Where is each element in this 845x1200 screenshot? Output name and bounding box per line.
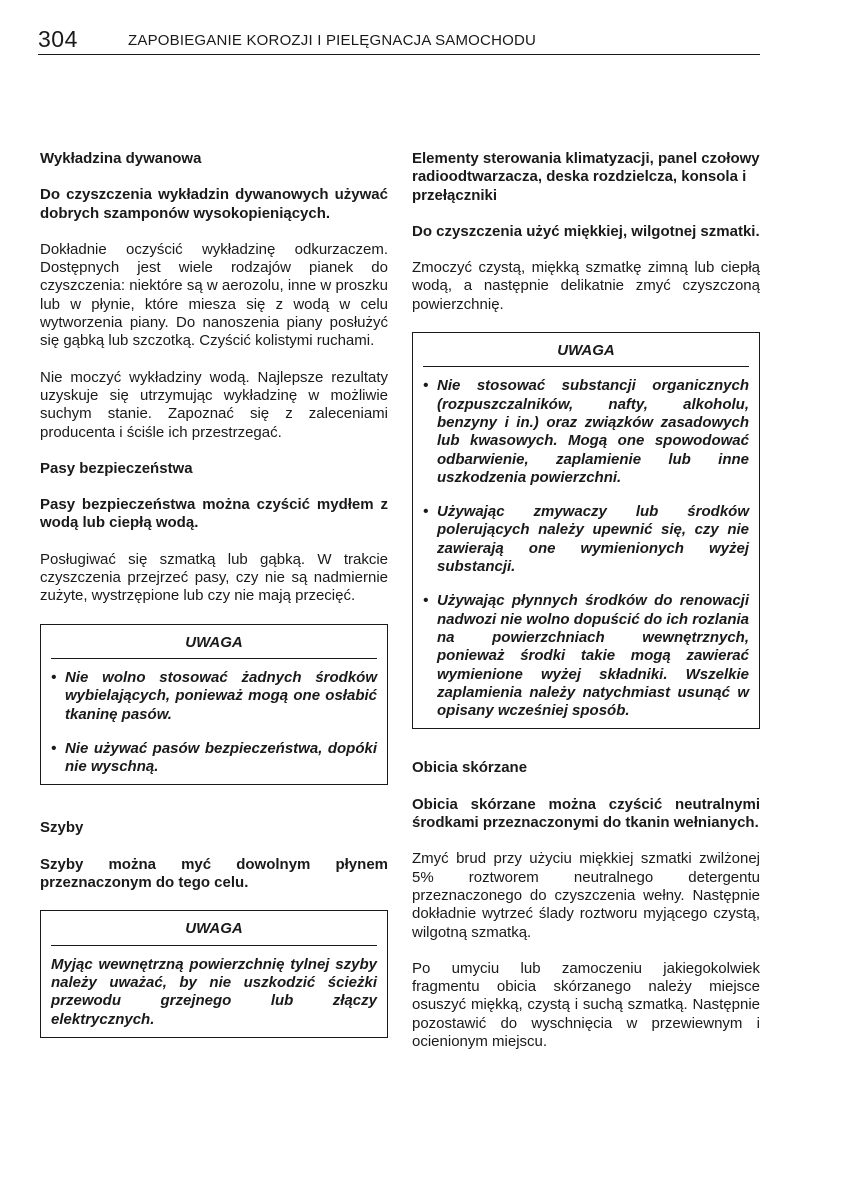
- warning-text: Myjąc wewnętrzną powierzchnię tylnej szyby należy uważać, by nie uszkodzić ścieżki przewodu grzejnego lub złączy elektrycznych.: [51, 955, 377, 1028]
- bullet-icon: •: [423, 377, 429, 395]
- warning-item-text: Nie wolno stosować żadnych środków wybielających, ponieważ mogą one osłabić tkaninę pasów.: [65, 668, 377, 723]
- left-column: [40, 150, 388, 1056]
- leather-paragraph-2: Po umyciu lub zamoczeniu jakiegokolwiek fragmentu obicia skórzanego należy miejsce osuszyć miękką, czystą i suchą szmatką. Następnie pozostawić do wyschnięcia w przewiewnym i ocienionym miejscu.: [412, 959, 760, 1050]
- warning-item-text: Używając zmywaczy lub środków polerujących należy upewnić się, czy nie zawierają one wymienionych wyżej substancji.: [437, 503, 749, 576]
- belts-paragraph-1: Posługiwać się szmatką lub gąbką. W trakcie czyszczenia przejrzeć pasy, czy nie są nadmiernie zużyte, wystrzępione lub czy nie mają przecięć.: [40, 550, 388, 605]
- right-column: [412, 150, 760, 1069]
- controls-heading: Elementy sterowania klimatyzacji, panel czołowy radioodtwarzacza, deska rozdzielcza, konsola i przełączniki: [412, 150, 760, 204]
- warning-title: UWAGA: [51, 625, 377, 659]
- warning-item: [423, 503, 749, 576]
- warning-item-text: Nie stosować substancji organicznych (rozpuszczalników, nafty, alkoholu, benzyny i in.) oraz związków zasadowych lub kwasowych. Mogą one spowodować odbarwienie, zaplamienie lub inne uszkodzenia powierzchni.: [437, 377, 749, 486]
- leather-heading: Obicia skórzane: [412, 759, 528, 777]
- belts-warning-box: [40, 624, 388, 786]
- warning-title: UWAGA: [51, 911, 377, 945]
- belts-lead: Pasy bezpieczeństwa można czyścić mydłem z wodą lub ciepłą wodą.: [40, 496, 388, 532]
- windows-lead: Szyby można myć dowolnym płynem przeznaczonym do tego celu.: [40, 855, 388, 892]
- warning-item: [423, 592, 749, 720]
- windows-heading: Szyby: [40, 819, 84, 837]
- bullet-icon: •: [51, 739, 57, 757]
- leather-paragraph-1: Zmyć brud przy użyciu miękkiej szmatki zwilżonej 5% roztworem neutralnego detergentu przeznaczonego do czyszczenia wełny. Następnie dokładnie wytrzeć ślady roztworu myjącego czystą, wilgotną szmatką.: [412, 850, 760, 941]
- warning-item: [423, 377, 749, 487]
- page-number: 304: [38, 26, 78, 52]
- leather-lead: Obicia skórzane można czyścić neutralnymi środkami przeznaczonymi do tkanin wełnianych.: [412, 795, 760, 832]
- chapter-title: ZAPOBIEGANIE KOROZJI I PIELĘGNACJA SAMOCHODU: [128, 32, 537, 49]
- controls-lead: Do czyszczenia użyć miękkiej, wilgotnej szmatki.: [412, 222, 760, 240]
- controls-warning-box: [412, 332, 760, 729]
- warning-title: UWAGA: [423, 333, 749, 367]
- carpet-paragraph-1: Dokładnie oczyścić wykładzinę odkurzaczem. Dostępnych jest wiele rodzajów pianek do czyszczenia: niektóre są w aerozolu, inne w proszku lub w płynie, które miesza się z wodą w celu wytworzenia piany. Do nanoszenia piany posłużyć się gąbką lub szczotką. Czyścić kolistymi ruchami.: [40, 240, 388, 350]
- carpet-heading: Wykładzina dywanowa: [40, 150, 202, 167]
- warning-item-text: Używając płynnych środków do renowacji nadwozi nie wolno dopuścić do ich rozlania na powierzchniach wewnętrznych, ponieważ środki takie mogą zawierać wymienione wyżej składniki. Wszelkie zaplamienia należy natychmiast usunąć w opisany wcześniej sposób.: [437, 592, 749, 720]
- belts-heading: Pasy bezpieczeństwa: [40, 459, 193, 477]
- bullet-icon: •: [51, 668, 57, 686]
- carpet-lead: Do czyszczenia wykładzin dywanowych używać dobrych szamponów wysokopieniących.: [40, 186, 388, 222]
- bullet-icon: •: [423, 503, 429, 521]
- warning-item-text: Nie używać pasów bezpieczeństwa, dopóki nie wyschną.: [65, 739, 377, 776]
- carpet-paragraph-2: Nie moczyć wykładziny wodą. Najlepsze rezultaty uzyskuje się utrzymując wykładzinę w możliwie suchym stanie. Zapoznać się z zaleceniami producenta i ściśle ich przestrzegać.: [40, 368, 388, 441]
- warning-item: [51, 669, 377, 724]
- warning-item: [51, 740, 377, 777]
- page-header: [38, 26, 760, 55]
- bullet-icon: •: [423, 592, 429, 610]
- windows-warning-box: [40, 910, 388, 1037]
- controls-paragraph-1: Zmoczyć czystą, miękką szmatkę zimną lub ciepłą wodą, a następnie delikatnie zmyć czyszczoną powierzchnię.: [412, 259, 760, 313]
